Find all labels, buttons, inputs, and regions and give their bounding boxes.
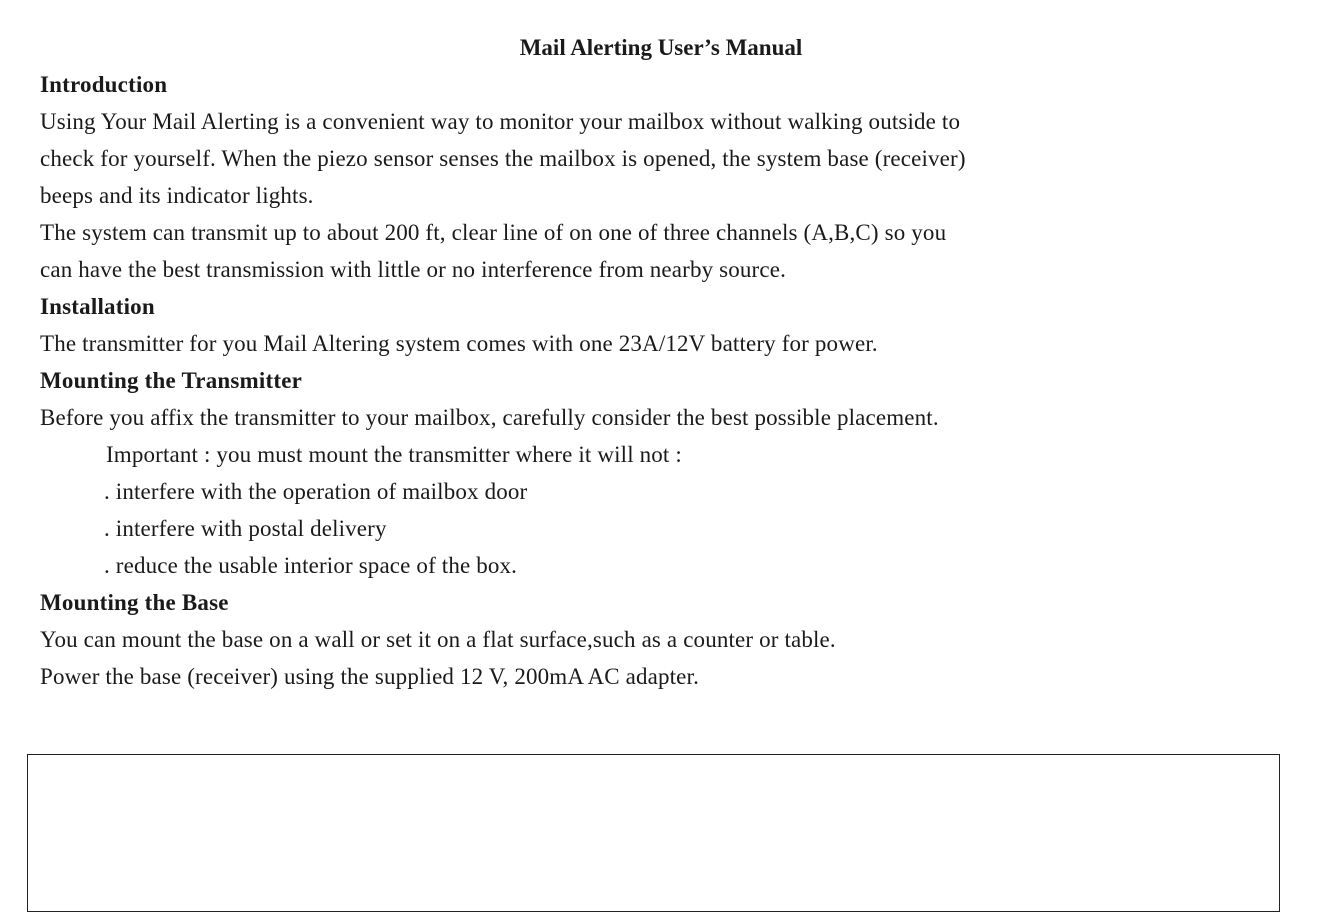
heading-mounting-transmitter: Mounting the Transmitter <box>40 368 303 393</box>
heading-mounting-base: Mounting the Base <box>40 590 229 615</box>
intro-line-3: beeps and its indicator lights. <box>40 183 314 208</box>
heading-installation: Installation <box>40 294 155 319</box>
document-title: Mail Alerting User’s Manual <box>519 35 803 60</box>
installation-line-1: The transmitter for you Mail Altering system comes with one 23A/12V battery for power. <box>40 331 878 356</box>
important-note: Important : you must mount the transmitter where it will not : <box>106 442 682 467</box>
list-item: . interfere with the operation of mailbox door <box>104 479 528 504</box>
transmitter-line-1: Before you affix the transmitter to your mailbox, carefully consider the best possible placement. <box>40 405 939 430</box>
list-item: . reduce the usable interior space of the box. <box>104 553 518 578</box>
heading-introduction: Introduction <box>40 72 168 97</box>
intro-line-4: The system can transmit up to about 200 ft, clear line of on one of three channels (A,B,C) so you <box>40 220 947 245</box>
base-line-2: Power the base (receiver) using the supplied 12 V, 200mA AC adapter. <box>40 664 699 689</box>
base-line-1: You can mount the base on a wall or set it on a flat surface,such as a counter or table. <box>40 627 836 652</box>
intro-line-5: can have the best transmission with little or no interference from nearby source. <box>40 257 786 282</box>
manual-document <box>40 30 1310 695</box>
intro-line-1: Using Your Mail Alerting is a convenient way to monitor your mailbox without walking outside to <box>40 109 961 134</box>
intro-line-2: check for yourself. When the piezo sensor senses the mailbox is opened, the system base (receiver) <box>40 146 966 171</box>
list-item: . interfere with postal delivery <box>104 516 387 541</box>
empty-bordered-box <box>27 754 1280 912</box>
